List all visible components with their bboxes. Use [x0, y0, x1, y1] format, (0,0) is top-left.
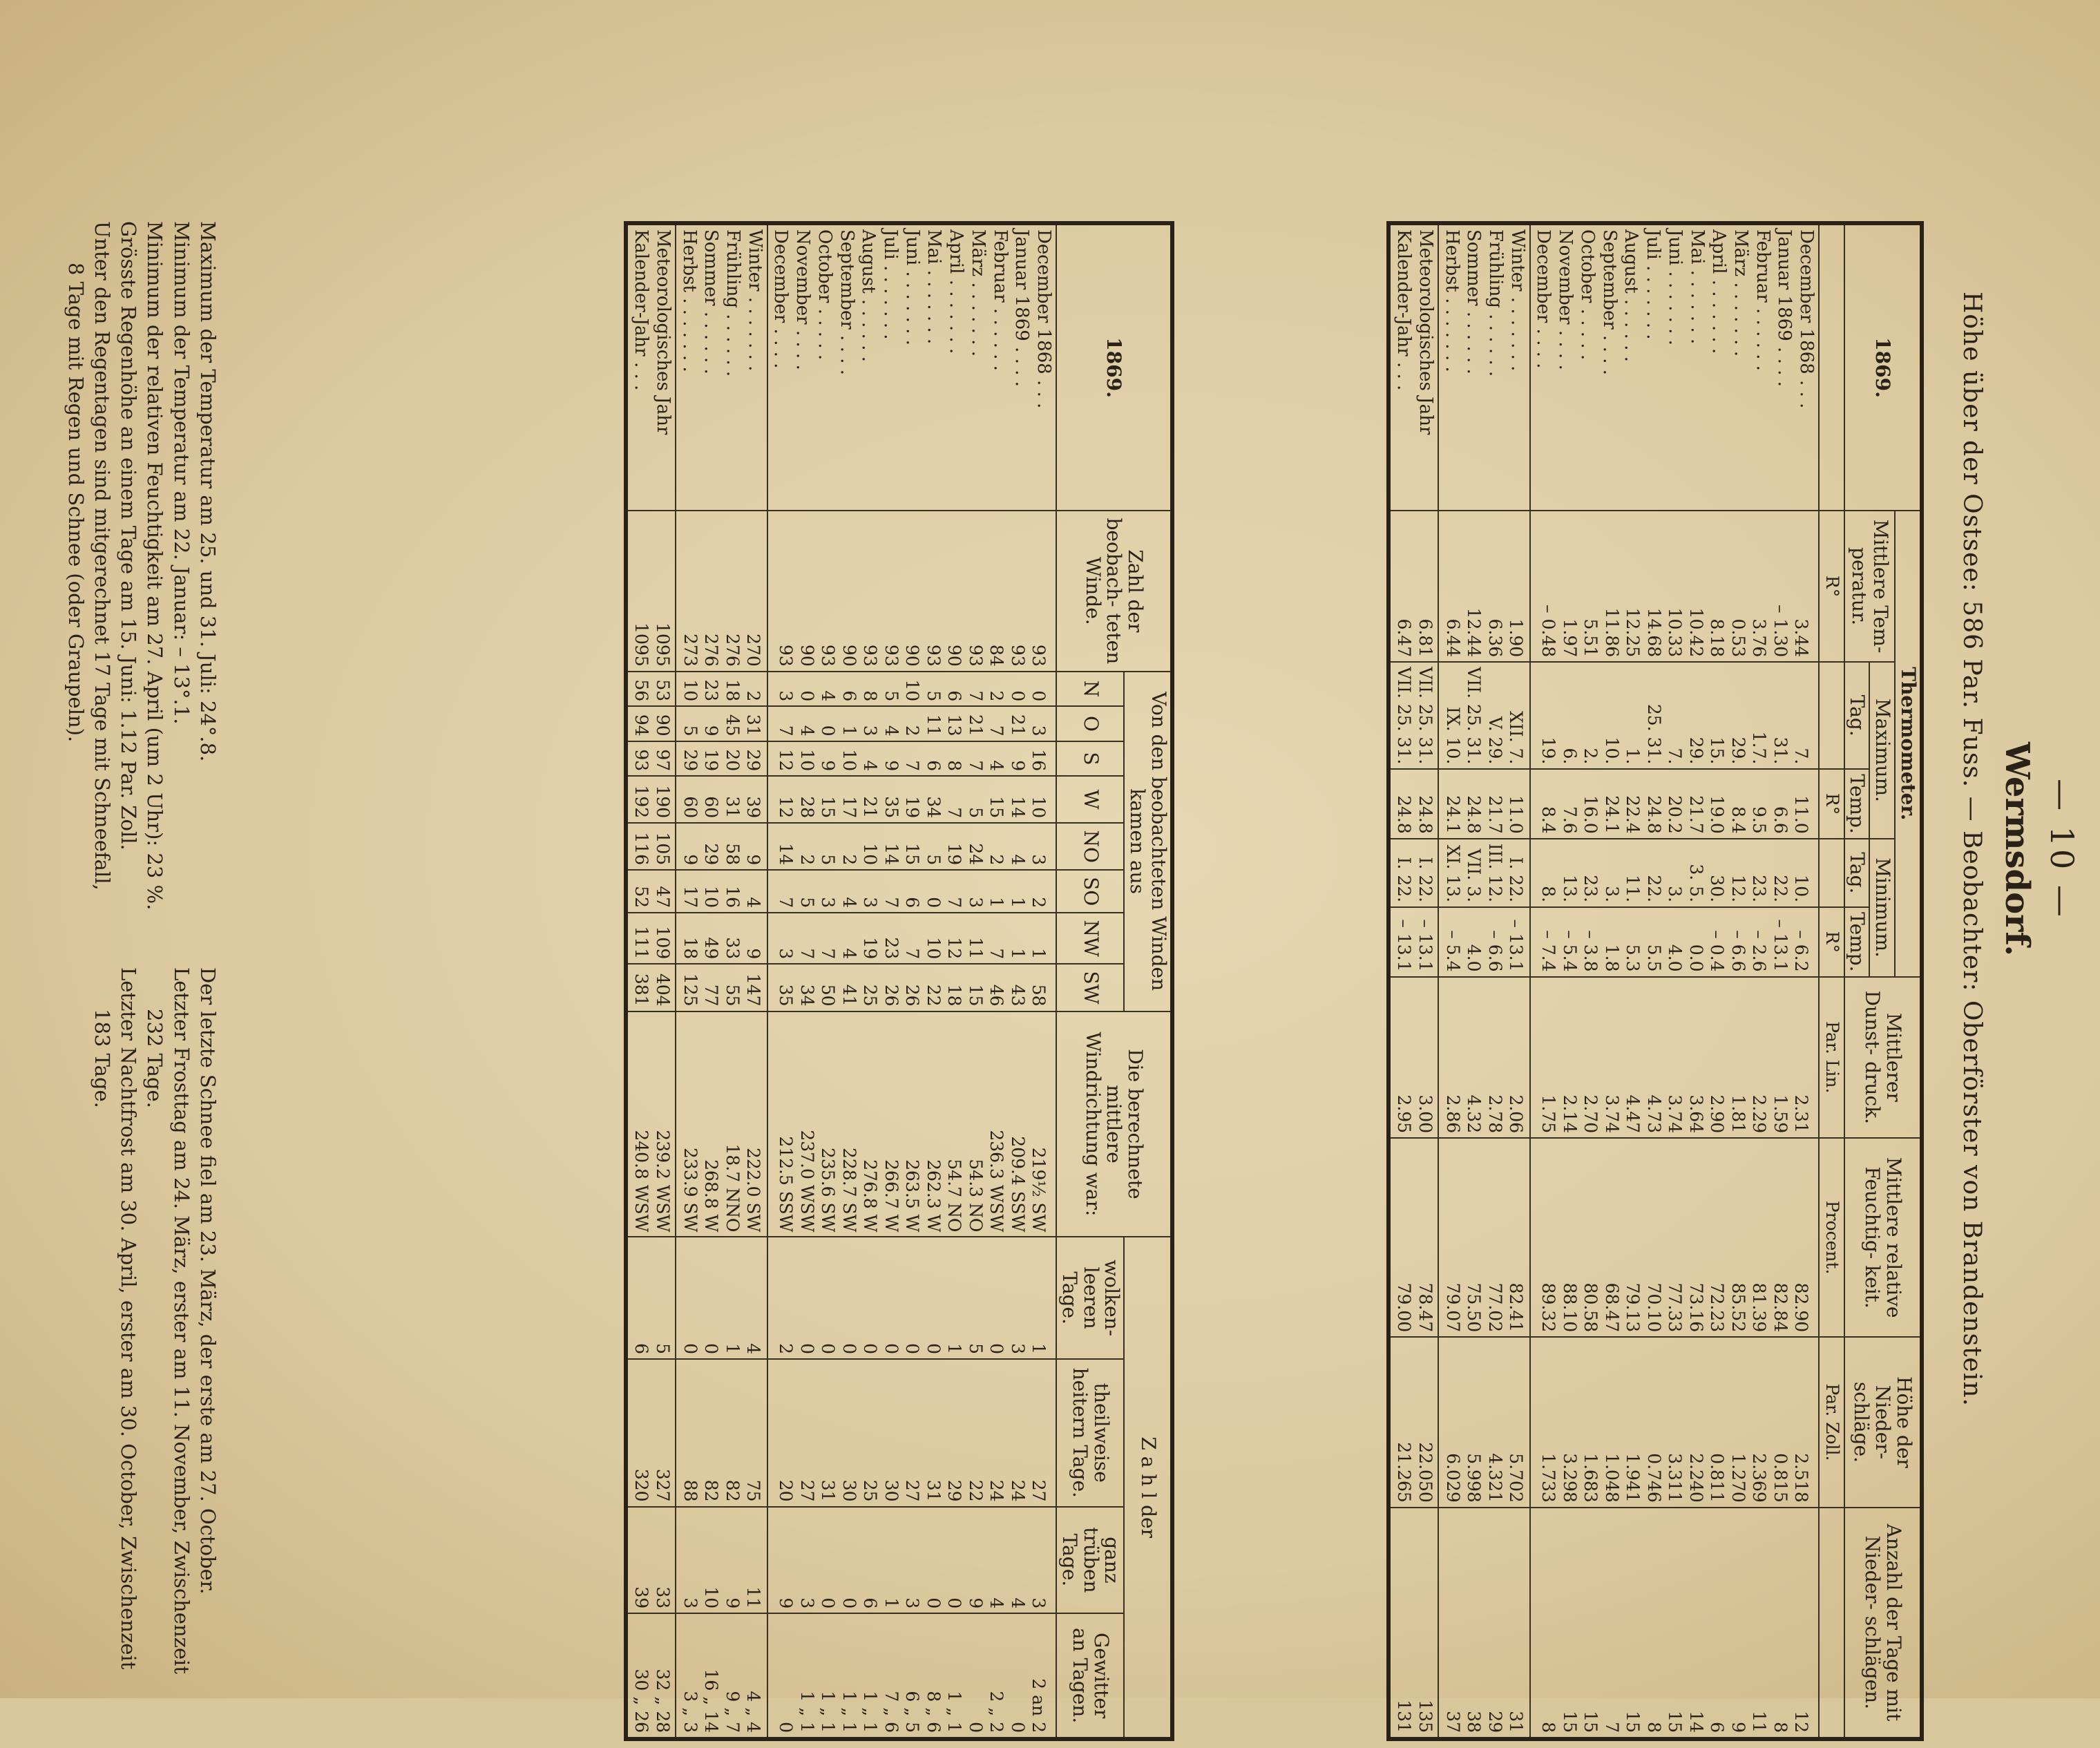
- overcast-values: 3 4 4 9 0 0 3 1 6 0 0 3 9: [767, 1507, 1056, 1614]
- year-W-values: 190 192: [626, 776, 675, 823]
- note-line: Unter den Regentagen sind mitgerechnet 17 Tage mit Schneefall,: [90, 221, 114, 891]
- note-line: Minimum der relativen Feuchtigkeit am 27. April (um 2 Uhr): 23 %.: [143, 221, 167, 911]
- count-header: Zahl der beobach- teten Winde.: [1056, 511, 1172, 672]
- vapour-values: 2.31 1.59 2.29 1.81 2.90 3.64 3.74 4.73 4.47 3.74 2.70 2.14 1.75: [1530, 977, 1819, 1139]
- year-S-values: 97 93: [626, 741, 675, 776]
- table-row-months: [767, 223, 1056, 1739]
- year-partly-values: 327 320: [626, 1359, 675, 1507]
- year-min-day-values: I. 22. I. 22.: [1388, 839, 1438, 907]
- year-SO-values: 47 52: [626, 870, 675, 913]
- season-thunder-values: 4 „ 4 9 „ 7 16 „ 14 3 „ 3: [676, 1613, 767, 1739]
- season-count-values: 270 276 276 273: [676, 511, 767, 672]
- year-resultant-values: 239.2 WSW 240.8 WSW: [626, 1011, 675, 1237]
- dir-S-header: S: [1056, 741, 1124, 776]
- season-resultant-values: 222.0 SW 18.7 NNO 268.8 W 233.9 SW: [676, 1011, 767, 1237]
- dir-W-header: W: [1056, 776, 1124, 823]
- unit-min: R°: [1819, 907, 1844, 976]
- note-line: 8 Tage mit Regen und Schnee (oder Graupeln).: [64, 263, 88, 743]
- table-row-years: [1388, 223, 1438, 1739]
- count-values: 93 93 84 93 90 93 90 93 93 90 93 90 93: [767, 511, 1056, 672]
- year-SW-values: 404 381: [626, 964, 675, 1011]
- S-values: 16 9 4 7 8 6 7 9 4 10 9 10 12: [767, 741, 1056, 776]
- min-temp-header: Temp.: [1844, 907, 1870, 976]
- days-precip-values: 12 8 11 9 6 14 15 8 15 7 15 15 8: [1530, 1508, 1819, 1739]
- clear-values: 1 3 0 5 1 0 0 0 0 0 0 0 2: [767, 1237, 1056, 1359]
- overcast-header: ganz trüben Tage.: [1056, 1507, 1124, 1614]
- season-labels: Winter . . . . . . . Frühling . . . . . . Sommer . . . . . . Herbst . . . . . . .: [1438, 223, 1530, 511]
- season-humidity-values: 82.41 77.02 75.50 79.07: [1438, 1138, 1530, 1337]
- season-NO-values: 9 58 29 9: [676, 823, 767, 870]
- thermometer-header: Thermometer.: [1895, 511, 1922, 977]
- note-line: Maximum der Temperatur am 25. und 31. Juli: 24°.8.: [196, 221, 220, 762]
- table2-year: 1869.: [1056, 223, 1172, 511]
- units-row: [1819, 223, 1844, 1739]
- min-day-values: 10. 22. 23. 12. 30. 3. 5. 3. 22. 11. 3. 23. 13. 8.: [1530, 839, 1819, 907]
- season-labels: Winter . . . . . . . Frühling . . . . . . Sommer . . . . . . Herbst . . . . . . .: [676, 223, 767, 511]
- max-temp-values: 11.0 6.6 9.5 8.4 19.0 21.7 20.2 24.8 22.4 24.1 16.0 7.6 8.4: [1530, 769, 1819, 838]
- note-line: Letzter Frosttag am 24. März, erster am 11. November, Zwischenzeit: [169, 967, 193, 1674]
- year-vapour-values: 3.00 2.95: [1388, 977, 1438, 1139]
- year-max-day-values: VII. 25. 31. VII. 25. 31.: [1388, 662, 1438, 769]
- season-NW-values: 9 33 49 18: [676, 913, 767, 964]
- dir-NW-header: NW: [1056, 913, 1124, 964]
- table-row-seasons: [1438, 223, 1530, 1739]
- max-day-header: Tag.: [1844, 662, 1870, 769]
- partly-header: theilweise heitern Tage.: [1056, 1359, 1124, 1507]
- year-labels: Meteorologisches Jahr Kalender-Jahr . . .: [626, 223, 675, 511]
- mean-temp-values: 3.44 – 1.30 3.76 0.53 8.18 10.42 10.33 14.68 12.25 11.86 5.51 1.97 – 0.48: [1530, 511, 1819, 662]
- table-row-months: [1530, 223, 1819, 1739]
- year-O-values: 90 94: [626, 706, 675, 741]
- unit-vapour: Par. Lin.: [1819, 977, 1844, 1139]
- note-line: 183 Tage.: [90, 1009, 114, 1108]
- season-vapour-values: 2.06 2.78 4.32 2.86: [1438, 977, 1530, 1139]
- station-title: Wermsdorf.: [1998, 741, 2036, 957]
- unit-mean: R°: [1819, 511, 1844, 662]
- station-subtitle: Höhe über der Ostsee: 586 Par. Fuss. — Beobachter: Oberförster von Brandenstein.: [1958, 291, 1986, 1407]
- unit-max: R°: [1819, 769, 1844, 838]
- thunder-values: 2 an 2 0 2 „ 2 0 1 „ 1 8 „ 6 6 „ 5 7 „ 6 1 „ 1 1 „ 1 1 „ 1 1 „ 1 0: [767, 1613, 1056, 1739]
- table-row-years: [626, 223, 675, 1739]
- year-days-values: 135 131: [1388, 1508, 1438, 1739]
- note-line: Minimum der Temperatur am 22. Januar: – 13°.1.: [169, 221, 193, 725]
- season-min-day-values: I. 22. III. 12. VII. 3. XI. 13.: [1438, 839, 1530, 907]
- zahl-header: Z a h l der: [1124, 1237, 1172, 1739]
- humidity-values: 82.90 82.84 81.39 85.52 72.23 73.16 77.33 70.10 79.13 68.47 80.58 88.10 89.32: [1530, 1138, 1819, 1337]
- season-partly-values: 75 82 82 88: [676, 1359, 767, 1507]
- year-N-values: 53 56: [626, 672, 675, 706]
- season-days-values: 31 29 38 37: [1438, 1508, 1530, 1739]
- N-values: 0 0 2 7 6 5 10 5 8 6 4 0 3: [767, 672, 1056, 706]
- partly-values: 27 24 24 22 29 31 27 30 25 30 31 27 20: [767, 1359, 1056, 1507]
- max-header: Maximum.: [1869, 662, 1895, 839]
- dir-NO-header: NO: [1056, 823, 1124, 870]
- season-overcast-values: 11 9 10 3: [676, 1507, 767, 1614]
- thermometer-table: [1386, 221, 1924, 1741]
- season-N-values: 2 18 23 10: [676, 672, 767, 706]
- wind-table: [624, 221, 1174, 1741]
- year-precip-values: 22.050 21.265: [1388, 1337, 1438, 1508]
- year-overcast-values: 33 39: [626, 1507, 675, 1614]
- season-SW-values: 147 55 77 125: [676, 964, 767, 1011]
- min-day-header: Tag.: [1844, 839, 1870, 907]
- season-max-day-values: XII. 7. V. 29. VII. 25. 31. IX. 10.: [1438, 662, 1530, 769]
- SW-values: 58 43 46 15 18 22 26 26 25 41 50 34 35: [767, 964, 1056, 1011]
- min-header: Minimum.: [1869, 839, 1895, 977]
- season-mean-values: 1.90 6.36 12.44 6.44: [1438, 511, 1530, 662]
- note-line: Der letzte Schnee fiel am 23. März, der erste am 27. October.: [196, 967, 220, 1595]
- humidity-header: Mittlere relative Feuchtig- keit.: [1844, 1138, 1922, 1337]
- note-line: 232 Tage.: [143, 1009, 167, 1108]
- season-O-values: 31 45 9 5: [676, 706, 767, 741]
- month-labels: December 1868 . . . Januar 1869 . . . . Februar . . . . . . März . . . . . . . April . . . . . . . Mai . . . . . . . Juni . . . . . . . Juli . . . . . . . August . . . . . . September . . . . October . . . . . November . . . . December . . . .: [1530, 223, 1819, 511]
- year-NW-values: 109 111: [626, 913, 675, 964]
- season-SO-values: 4 16 10 17: [676, 870, 767, 913]
- unit-humidity: Procent.: [1819, 1138, 1844, 1337]
- year-NO-values: 105 116: [626, 823, 675, 870]
- season-clear-values: 4 1 0 0: [676, 1237, 767, 1359]
- SO-values: 2 1 1 3 7 0 6 7 3 4 3 5 7: [767, 870, 1056, 913]
- year-mean-values: 6.81 6.47: [1388, 511, 1438, 662]
- year-min-temp-values: – 13.1 – 13.1: [1388, 907, 1438, 976]
- winds-header: Von den beobachteten Winden kamen aus: [1124, 672, 1172, 1011]
- note-line: Grösste Regenhöhe an einem Tage am 15. Juni: 1.12 Par. Zoll.: [117, 221, 141, 851]
- precip-values: 2.518 0.815 2.369 1.270 0.811 2.240 3.311 0.746 1.941 1.048 1.683 3.298 1.733: [1530, 1337, 1819, 1508]
- NO-values: 3 4 2 24 19 5 15 14 10 2 5 2 14: [767, 823, 1056, 870]
- year-count-values: 1095 1095: [626, 511, 675, 672]
- year-clear-values: 5 6: [626, 1237, 675, 1359]
- resultant-values: 219½ SW 209.4 SSW 236.3 WSW 54.3 NO 54.7 NO 262.3 W 263.5 W 266.7 W 276.8 W 228.7 SW 235.6 SW 237.0 WSW 212.5 SSW: [767, 1011, 1056, 1237]
- year-humidity-values: 78.47 79.00: [1388, 1138, 1438, 1337]
- O-values: 3 21 7 21 13 11 2 4 3 1 0 4 7: [767, 706, 1056, 741]
- days-precip-header: Anzahl der Tage mit Nieder- schlägen.: [1844, 1508, 1922, 1739]
- page-number: — 10 —: [2043, 779, 2081, 920]
- year-labels: Meteorologisches Jahr Kalender-Jahr . . .: [1388, 223, 1438, 511]
- season-max-temp-values: 11.0 21.7 24.8 24.1: [1438, 769, 1530, 838]
- dir-SO-header: SO: [1056, 870, 1124, 913]
- table1-year: 1869.: [1844, 223, 1922, 511]
- month-labels: December 1868 . . . Januar 1869 . . . . Februar . . . . . . März . . . . . . . April . . . . . . . Mai . . . . . . . Juni . . . . . . . Juli . . . . . . . August . . . . . . September . . . . October . . . . . November . . . . December . . . .: [767, 223, 1056, 511]
- W-values: 10 14 15 5 7 34 19 35 21 17 15 28 12: [767, 776, 1056, 823]
- notes-left: [62, 221, 221, 947]
- note-line: Letzter Nachtfrost am 30. April, erster am 30. October, Zwischenzeit: [117, 967, 141, 1670]
- min-temp-values: – 6.2 – 13.1 – 2.6 – 6.6 – 0.4 0.0 4.0 5.5 5.3 1.8 – 3.8 – 5.4 – 7.4: [1530, 907, 1819, 976]
- max-temp-header: Temp.: [1844, 769, 1870, 838]
- season-min-temp-values: – 13.1 – 6.6 4.0 – 5.4: [1438, 907, 1530, 976]
- season-precip-values: 5.702 4.321 5.998 6.029: [1438, 1337, 1530, 1508]
- resultant-header: Die berechnete mittlere Windrichtung war:: [1056, 1011, 1172, 1237]
- vapour-header: Mittlerer Dunst- druck.: [1844, 977, 1922, 1139]
- dir-O-header: O: [1056, 706, 1124, 741]
- year-max-temp-values: 24.8 24.8: [1388, 769, 1438, 838]
- NW-values: 1 1 7 11 12 10 7 23 19 4 7 7 3: [767, 913, 1056, 964]
- precip-header: Höhe der Nieder- schläge.: [1844, 1337, 1922, 1508]
- clear-header: wolken- leeren Tage.: [1056, 1237, 1124, 1359]
- thunder-header: Gewitter an Tagen.: [1056, 1613, 1124, 1739]
- max-day-values: 7. 31. 1.7. 29. 15. 29. 7. 25. 31. 1. 10. 2. 6. 19.: [1530, 662, 1819, 769]
- notes-right: [89, 967, 221, 1748]
- year-thunder-values: 32 „ 28 30 „ 26: [626, 1613, 675, 1739]
- table-row-seasons: [676, 223, 767, 1739]
- dir-N-header: N: [1056, 672, 1124, 706]
- dir-SW-header: SW: [1056, 964, 1124, 1011]
- season-W-values: 39 31 60 60: [676, 776, 767, 823]
- unit-precip: Par. Zoll.: [1819, 1337, 1844, 1508]
- season-S-values: 29 20 19 29: [676, 741, 767, 776]
- mean-temp-header: Mittlere Tem- peratur.: [1844, 511, 1896, 662]
